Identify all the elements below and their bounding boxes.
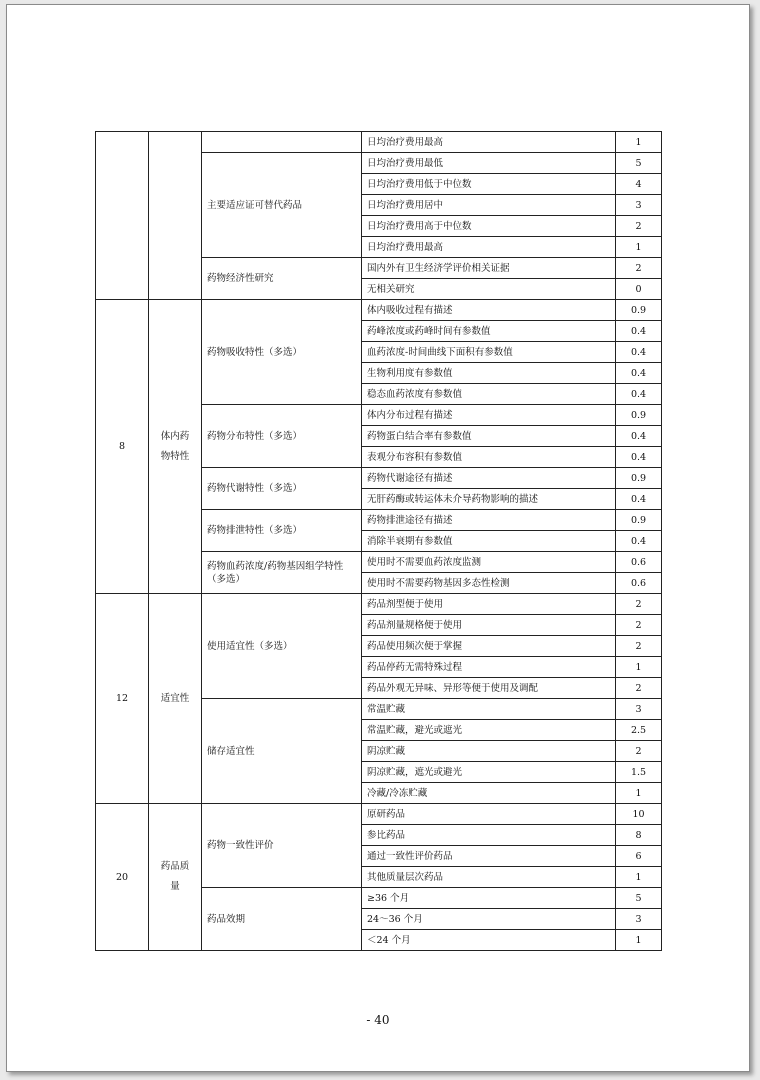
criterion-label: 24～36 个月	[362, 909, 616, 930]
criterion-label: ＜24 个月	[362, 930, 616, 951]
section-number	[96, 132, 149, 300]
criterion-label: 日均治疗费用最低	[362, 153, 616, 174]
table-row	[96, 132, 662, 153]
criterion-label: 国内外有卫生经济学评价相关证据	[362, 258, 616, 279]
section-number: 8	[96, 300, 149, 594]
section-category	[149, 804, 202, 951]
page-number: - 40	[366, 1013, 390, 1027]
criterion-label: 日均治疗费用居中	[362, 195, 616, 216]
criterion-score: 2	[616, 741, 662, 762]
criterion-label: 阴凉贮藏，遮光或避光	[362, 762, 616, 783]
criterion-label: 常温贮藏，避光或遮光	[362, 720, 616, 741]
criterion-label: 血药浓度-时间曲线下面积有参数值	[362, 342, 616, 363]
indicator-name	[202, 132, 362, 153]
section-category	[149, 300, 202, 594]
criterion-label: 表观分布容积有参数值	[362, 447, 616, 468]
criterion-label: ≥36 个月	[362, 888, 616, 909]
criterion-label: 生物利用度有参数值	[362, 363, 616, 384]
criterion-score: 1	[616, 237, 662, 258]
table-row	[96, 594, 662, 615]
criterion-score: 3	[616, 195, 662, 216]
criterion-score: 1	[616, 783, 662, 804]
section-category	[149, 594, 202, 804]
criterion-score: 0.4	[616, 489, 662, 510]
criterion-score: 5	[616, 888, 662, 909]
criterion-label: 无相关研究	[362, 279, 616, 300]
criterion-score: 2	[616, 678, 662, 699]
criterion-score: 2.5	[616, 720, 662, 741]
criterion-label: 阴凉贮藏	[362, 741, 616, 762]
criterion-score: 6	[616, 846, 662, 867]
criterion-score: 2	[616, 615, 662, 636]
criterion-score: 0.4	[616, 384, 662, 405]
criterion-label: 日均治疗费用高于中位数	[362, 216, 616, 237]
criterion-label: 药品外观无异味、异形等便于使用及调配	[362, 678, 616, 699]
criterion-label: 药品使用频次便于掌握	[362, 636, 616, 657]
criterion-label: 药品剂量规格便于使用	[362, 615, 616, 636]
criterion-score: 1	[616, 867, 662, 888]
document-page	[6, 4, 750, 1072]
criterion-score: 2	[616, 594, 662, 615]
criterion-label: 药品剂型便于使用	[362, 594, 616, 615]
criterion-label: 通过一致性评价药品	[362, 846, 616, 867]
criterion-label: 常温贮藏	[362, 699, 616, 720]
criterion-score: 3	[616, 699, 662, 720]
section-category	[149, 132, 202, 300]
indicator-name: 药物一致性评价	[202, 804, 362, 888]
criterion-label: 使用时不需要血药浓度监测	[362, 552, 616, 573]
criterion-score: 2	[616, 216, 662, 237]
criterion-score: 10	[616, 804, 662, 825]
criterion-label: 稳态血药浓度有参数值	[362, 384, 616, 405]
indicator-name: 药物分布特性（多选）	[202, 405, 362, 468]
criterion-score: 1	[616, 657, 662, 678]
criterion-score: 0.4	[616, 363, 662, 384]
criterion-score: 0	[616, 279, 662, 300]
criterion-label: 消除半衰期有参数值	[362, 531, 616, 552]
table-row	[96, 300, 662, 321]
criterion-score: 8	[616, 825, 662, 846]
indicator-name: 储存适宜性	[202, 699, 362, 804]
criterion-score: 0.4	[616, 531, 662, 552]
criterion-score: 0.4	[616, 342, 662, 363]
indicator-name: 药品效期	[202, 888, 362, 951]
indicator-name: 使用适宜性（多选）	[202, 594, 362, 699]
criterion-label: 原研药品	[362, 804, 616, 825]
criterion-label: 体内吸收过程有描述	[362, 300, 616, 321]
indicator-name: 药物代谢特性（多选）	[202, 468, 362, 510]
criterion-label: 日均治疗费用低于中位数	[362, 174, 616, 195]
criterion-label: 其他质量层次药品	[362, 867, 616, 888]
criterion-score: 0.4	[616, 447, 662, 468]
criterion-label: 日均治疗费用最高	[362, 237, 616, 258]
evaluation-table	[95, 131, 662, 951]
criterion-label: 体内分布过程有描述	[362, 405, 616, 426]
criterion-score: 5	[616, 153, 662, 174]
criterion-score: 1	[616, 930, 662, 951]
criterion-label: 日均治疗费用最高	[362, 132, 616, 153]
criterion-label: 药物蛋白结合率有参数值	[362, 426, 616, 447]
criterion-label: 药物排泄途径有描述	[362, 510, 616, 531]
indicator-name: 药物排泄特性（多选）	[202, 510, 362, 552]
criterion-label: 药峰浓度或药峰时间有参数值	[362, 321, 616, 342]
criterion-score: 0.9	[616, 468, 662, 489]
table-row	[96, 804, 662, 825]
criterion-label: 参比药品	[362, 825, 616, 846]
criterion-score: 0.6	[616, 573, 662, 594]
criterion-score: 2	[616, 258, 662, 279]
criterion-score: 0.4	[616, 426, 662, 447]
section-category-label: 体内药物特性	[160, 430, 190, 462]
section-category-label: 药品质量	[160, 861, 190, 892]
criterion-label: 无肝药酶或转运体未介导药物影响的描述	[362, 489, 616, 510]
criterion-score: 1	[616, 132, 662, 153]
indicator-name: 药物吸收特性（多选）	[202, 300, 362, 405]
section-category-label: 适宜性	[160, 692, 190, 704]
indicator-name: 主要适应证可替代药品	[202, 153, 362, 258]
criterion-score: 1.5	[616, 762, 662, 783]
criterion-score: 0.9	[616, 405, 662, 426]
section-number: 12	[96, 594, 149, 804]
criterion-score: 0.9	[616, 300, 662, 321]
section-number: 20	[96, 804, 149, 951]
criterion-score: 0.9	[616, 510, 662, 531]
indicator-name: 药物血药浓度/药物基因组学特性（多选）	[202, 552, 362, 594]
criterion-score: 0.6	[616, 552, 662, 573]
criterion-score: 2	[616, 636, 662, 657]
criterion-label: 药物代谢途径有描述	[362, 468, 616, 489]
criterion-score: 3	[616, 909, 662, 930]
indicator-name: 药物经济性研究	[202, 258, 362, 300]
criterion-score: 0.4	[616, 321, 662, 342]
criterion-label: 使用时不需要药物基因多态性检测	[362, 573, 616, 594]
criterion-label: 药品停药无需特殊过程	[362, 657, 616, 678]
criterion-label: 冷藏/冷冻贮藏	[362, 783, 616, 804]
criterion-score: 4	[616, 174, 662, 195]
